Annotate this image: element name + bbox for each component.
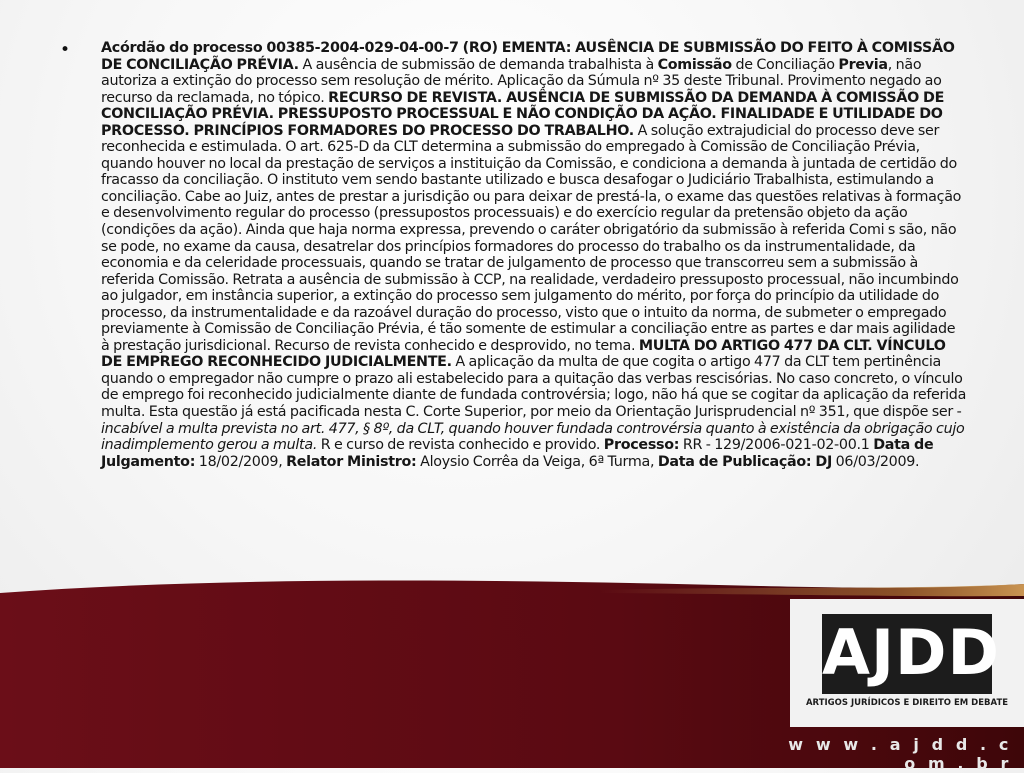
site-url: w w w . a j d d . c o m . b r (788, 735, 1012, 773)
logo-wordmark: AJDD (822, 616, 1000, 689)
text-run: A aplicação da multa de que cogita o artigo 477 da CLT tem pertinência quando o empregador não cumpre o prazo ali estabelecido para a quitação das verbas rescisórias. No caso concreto, o vínculo de emprego foi reconhecido judicialmente diante de fundada controvérsia; logo, não há que se cogitar da aplicação da referida multa. Esta questão já está pacificada nesta C. Corte Superior, por meio da Orientação Jurisprudencial nº 351, que dispõe ser - (101, 354, 967, 421)
label-relator: Relator Ministro: (286, 453, 417, 470)
value-data-julgamento: 18/02/2009, (195, 453, 287, 470)
text-run: R e curso de revista conhecido e provido. (317, 437, 604, 454)
text-run: A solução extrajudicial do processo deve ser reconhecida e estimulada. O art. 625-D da CLT determina a submissão do empregado à Comissão de Conciliação Prévia, quando houver no local da prestação de serviços a instituição da Comissão, e condiciona a demanda à juntada de certidão do fracasso da conciliação. O instituto vem sendo bastante utilizado e busca desafogar o Judiciário Trabalhista, estimulando a conciliação. Cabe ao Juiz, antes de prestar a jurisdição ou para deixar de prestá-la, o exame das questões relativas à formação e desenvolvimento regular do processo (pressupostos processuais) e do exercício regular da pretensão objeto da ação (condições da ação). Ainda que haja norma expressa, prevendo o caráter obrigatório da submissão à referida Comi s são, não se pode, no exame da causa, desatrelar dos princípios formadores do processo do trabalho os da instrumentalidade, da economia e da celeridade processuais, quando se tratar de julgamento de processo que transcorreu sem a submissão à referida Comissão. Retrata a ausência de submissão à CCP, na realidade, verdadeiro pressuposto processual, não incumbindo ao julgador, em instância superior, a extinção do processo sem julgamento do mérito, por força do princípio da utilidade do processo, da instrumentalidade e da razoável duração do processo, visto que o intuito da norma, de submeter o empregado previamente à Comissão de Conciliação Prévia, é tão somente de estimular a conciliação entre as partes e dar mais agilidade à prestação jurisdicional. Recurso de revista conhecido e desprovido, no tema. (101, 122, 962, 354)
heading-multa-artigo-477: MULTA DO ARTIGO 477 DA CLT. VÍNCULO DE EMPREGO RECONHECIDO JUDICIALMENTE. (101, 337, 946, 371)
heading-recurso-de-revista: RECURSO DE REVISTA. AUSÊNCIA DE SUBMISSÃO DA DEMANDA À COMISSÃO DE CONCILIAÇÃO PRÉVIA. PRESSUPOSTO PROCESSUAL E NÃO CONDIÇÃO DA AÇÃO. FINALIDADE E UTILIDADE DO PROCESSO. PRINCÍPIOS FORMADORES DO PROCESSO DO TRABALHO. (101, 89, 945, 139)
label-data-publicacao: Data de Publicação: DJ (657, 453, 832, 470)
bold-previa: Previa (838, 56, 888, 73)
bullet-marker: • (60, 40, 71, 60)
value-processo: RR - 129/2006-021-02-00.1 (679, 437, 874, 454)
logo-subtitle: ARTIGOS JURÍDICOS E DIREITO EM DEBATE (805, 698, 1009, 708)
text-run: de Conciliação (731, 56, 839, 73)
value-data-publicacao: 06/03/2009. (831, 453, 920, 470)
value-relator: Aloysio Corrêa da Veiga, 6ª Turma, (416, 453, 658, 470)
text-run: A ausência de submissão de demanda trabalhista à (298, 56, 658, 73)
italic-quote-oj-351: incabível a multa prevista no art. 477, § 8º, da CLT, quando houver fundada controvérsia quanto à existência da obrigação cujo inadimplemento gerou a multa. (101, 420, 965, 454)
label-processo: Processo: (603, 437, 680, 454)
heading-acordao: Acórdão do processo 00385-2004-029-04-00-7 (RO) EMENTA: AUSÊNCIA DE SUBMISSÃO DO FEITO À COMISSÃO DE CONCILIAÇÃO PRÉVIA. (101, 40, 955, 73)
text-run: , não autoriza a extinção do processo sem resolução de mérito. Aplicação da Súmula nº 35 deste Tribunal. Provimento negado ao recurso da reclamada, no tópico. (101, 56, 942, 106)
label-data-julgamento: Data de Julgamento: (101, 437, 934, 470)
ruling-paragraph (101, 40, 967, 470)
bold-comissao: Comissão (657, 56, 732, 73)
